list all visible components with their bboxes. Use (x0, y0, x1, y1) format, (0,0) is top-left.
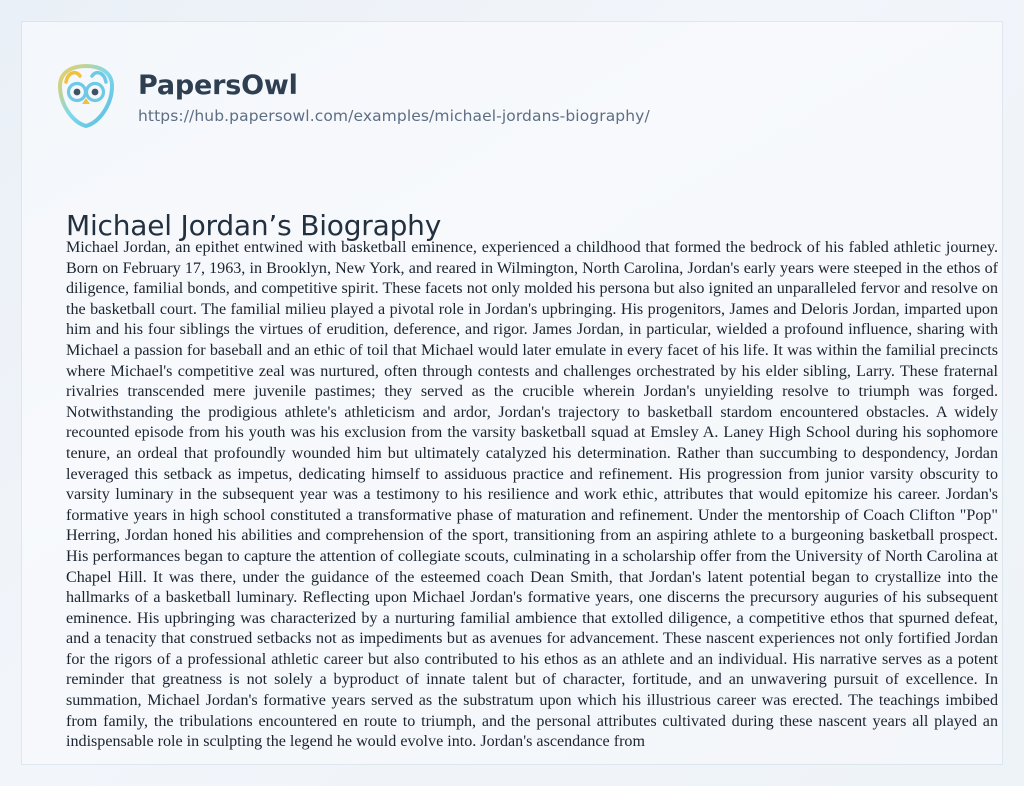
document-sheet (22, 22, 1002, 764)
site-header (50, 60, 650, 132)
brand-block (138, 67, 650, 126)
source-url[interactable]: https://hub.papersowl.com/examples/michael-jordans-biography/ (138, 107, 650, 126)
article-body: Michael Jordan, an epithet entwined with basketball eminence, experienced a childhood that formed the bedrock of his fabled athletic journey. Born on February 17, 1963, in Brooklyn, New York, and reared in Wilmington, North Carolina, Jordan's early years were steeped in the ethos of diligence, familial bonds, and competitive spirit. These facets not only molded his persona but also ignited an unparalleled fervor and resolve on the basketball court. The familial milieu played a pivotal role in Jordan's upbringing. His progenitors, James and Deloris Jordan, imparted upon him and his four siblings the virtues of erudition, deference, and rigor. James Jordan, in particular, wielded a profound influence, sharing with Michael a passion for baseball and an ethic of toil that Michael would later emulate in every facet of his life. It was within the familial precincts where Michael's competitive zeal was nurtured, often through contests and challenges orchestrated by his elder sibling, Larry. These fraternal rivalries transcended mere juvenile pastimes; they served as the crucible wherein Jordan's unyielding resolve to triumph was forged. Notwithstanding the prodigious athlete's athleticism and ardor, Jordan's trajectory to basketball stardom encountered obstacles. A widely recounted episode from his youth was his exclusion from the varsity basketball squad at Emsley A. Laney High School during his sophomore tenure, an ordeal that profoundly wounded him but ultimately catalyzed his determination. Rather than succumbing to despondency, Jordan leveraged this setback as impetus, dedicating himself to assiduous practice and refinement. His progression from junior varsity obscurity to varsity luminary in the subsequent year was a testimony to his resilience and work ethic, attributes that would epitomize his career. Jordan's formative years in high school constituted a transformative phase of maturation and refinement. Under the mentorship of Coach Clifton "Pop" Herring, Jordan honed his abilities and comprehension of the sport, transitioning from an aspiring athlete to a burgeoning basketball prospect. His performances began to capture the attention of collegiate scouts, culminating in a scholarship offer from the University of North Carolina at Chapel Hill. It was there, under the guidance of the esteemed coach Dean Smith, that Jordan's latent potential began to crystallize into the hallmarks of a basketball luminary. Reflecting upon Michael Jordan's formative years, one discerns the precursory auguries of his subsequent eminence. His upbringing was characterized by a nurturing familial ambience that extolled diligence, a competitive ethos that spurned defeat, and a tenacity that construed setbacks not as impediments but as avenues for advancement. These nascent experiences not only fortified Jordan for the rigors of a professional athletic career but also contributed to his ethos as an athlete and an individual. His narrative serves as a potent reminder that greatness is not solely a byproduct of innate talent but of character, fortitude, and an unwavering pursuit of excellence. In summation, Michael Jordan's formative years served as the substratum upon which his illustrious career was erected. The teachings imbibed from family, the tribulations encountered en route to triumph, and the personal attributes cultivated during these nascent years all played an indispensable role in sculpting the legend he would evolve into. Jordan's ascendance from (66, 239, 998, 751)
brand-name: PapersOwl (138, 69, 298, 101)
owl-logo-icon (50, 60, 122, 132)
page-title: Michael Jordan’s Biography (66, 208, 442, 242)
